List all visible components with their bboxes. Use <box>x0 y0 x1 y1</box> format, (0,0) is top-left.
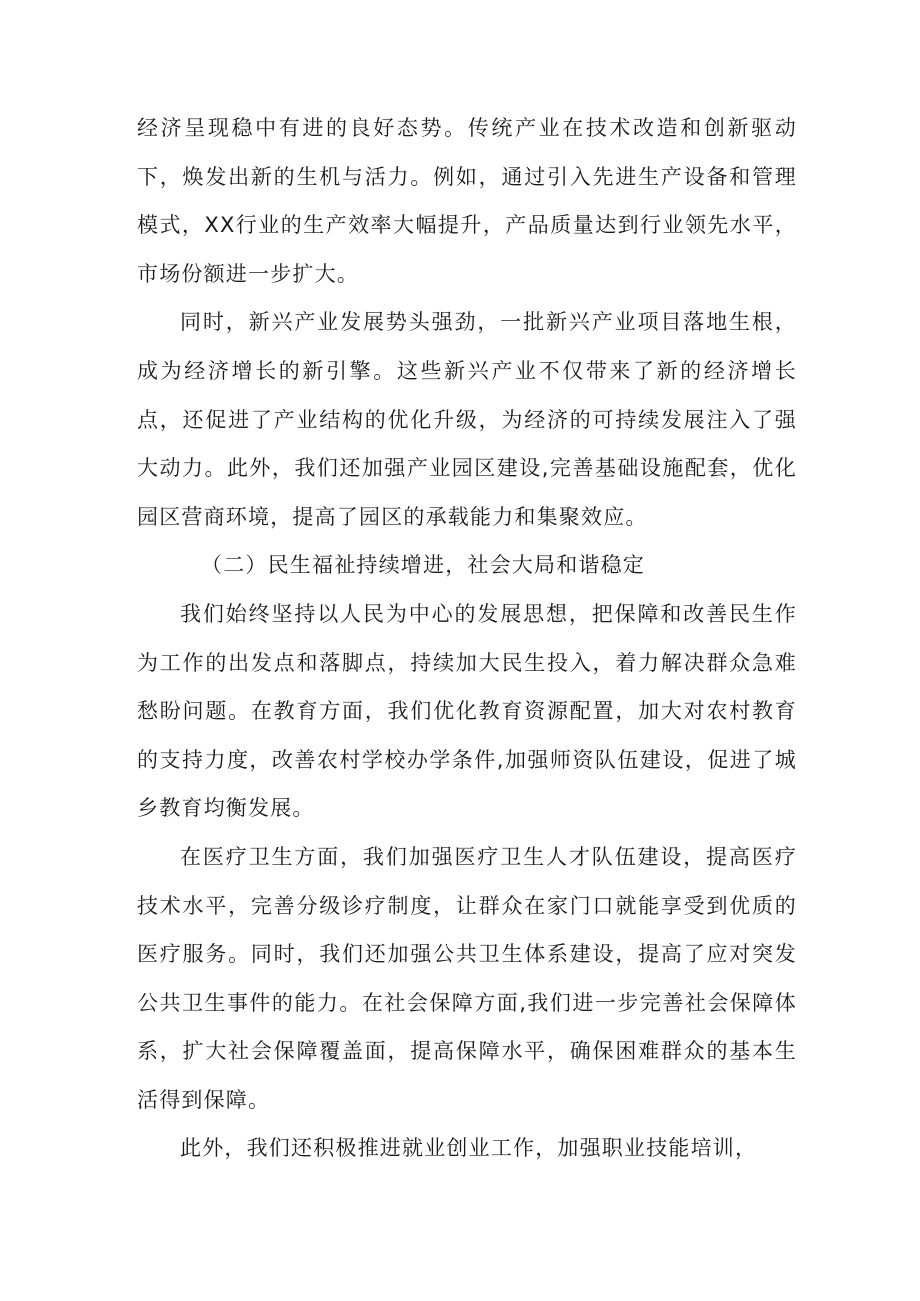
paragraph-emerging-industries: 同时，新兴产业发展势头强劲，一批新兴产业项目落地生根，成为经济增长的新引擎。这些新兴产业不仅带来了新的经济增长点，还促进了产业结构的优化升级，为经济的可持续发展注入了强大动力。此外，我们还加强产业园区建设,完善基础设施配套，优化园区营商环境，提高了园区的承载能力和集聚效应。 <box>137 310 797 529</box>
section-heading-livelihood: （二）民生福祉持续增进，社会大局和谐稳定 <box>201 553 645 578</box>
paragraph-economy-continued: 经济呈现稳中有进的良好态势。传统产业在技术改造和创新驱动下，焕发出新的生机与活力。例如，通过引入先进生产设备和管理模式，XX行业的生产效率大幅提升，产品质量达到行业领先水平，市场份额进一步扩大。 <box>137 116 797 286</box>
document-body <box>137 104 797 1173</box>
paragraph-education: 我们始终坚持以人民为中心的发展思想，把保障和改善民生作为工作的出发点和落脚点，持续加大民生投入，着力解决群众急难愁盼问题。在教育方面，我们优化教育资源配置，加大对农村教育的支持力度，改善农村学校办学条件,加强师资队伍建设，促进了城乡教育均衡发展。 <box>137 601 797 821</box>
paragraph-employment: 此外，我们还积极推进就业创业工作，加强职业技能培训， <box>180 1136 758 1161</box>
paragraph-healthcare: 在医疗卫生方面，我们加强医疗卫生人才队伍建设，提高医疗技术水平，完善分级诊疗制度，让群众在家门口就能享受到优质的医疗服务。同时，我们还加强公共卫生体系建设，提高了应对突发公共卫生事件的能力。在社会保障方面,我们进一步完善社会保障体系，扩大社会保障覆盖面，提高保障水平，确保困难群众的基本生活得到保障。 <box>137 844 797 1112</box>
